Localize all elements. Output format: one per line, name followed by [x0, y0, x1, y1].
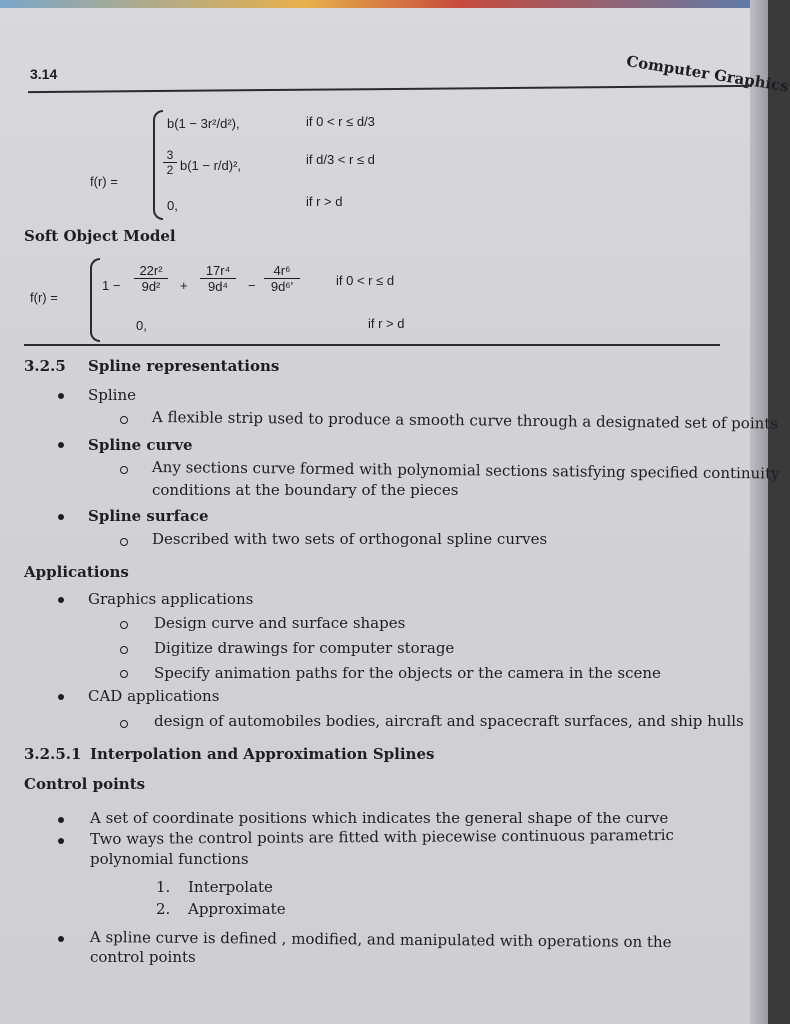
blobby-coef-num: 3: [163, 148, 177, 163]
control-points-bullet2-line1: Two ways the control points are fitted with piecewise continuous parametric: [90, 825, 675, 848]
section-3251-number: 3.2.5.1: [24, 745, 82, 763]
blobby-case1-cond: if 0 < r ≤ d/3: [306, 114, 375, 129]
blobby-brace: [153, 110, 163, 220]
method-number: 1.: [156, 878, 171, 896]
soft-case1-cond: if 0 < r ≤ d: [336, 273, 395, 288]
soft-term3-num: 4r⁶: [264, 263, 300, 279]
sub-bullet: [120, 466, 128, 474]
control-points-bullet3-line2: control points: [90, 948, 196, 966]
cad-applications-label: CAD applications: [88, 687, 220, 705]
spline-surface-label: Spline surface: [88, 507, 209, 525]
bullet: [58, 817, 64, 823]
bullet: [58, 597, 64, 603]
control-points-bullet3-line1: A spline curve is defined , modified, and manipulated with operations on the: [89, 928, 672, 952]
header-rule: [28, 85, 752, 93]
graphics-app-item: Specify animation paths for the objects or the camera in the scene: [154, 664, 661, 682]
method-interpolate: Interpolate: [188, 878, 273, 896]
sub-bullet: [120, 720, 128, 728]
blobby-case1-expr: b(1 − 3r²/d²),: [167, 116, 240, 131]
section-number: 3.14: [30, 66, 58, 82]
sub-bullet: [120, 646, 128, 654]
bullet: [58, 936, 64, 942]
blobby-coef-fraction: [163, 148, 177, 177]
spline-definition: A flexible strip used to produce a smooth curve through a designated set of points: [151, 408, 779, 433]
soft-term1-den: 9d²: [141, 279, 161, 294]
spline-curve-definition-line1: Any sections curve formed with polynomial sections satisfying specified continuity: [151, 458, 780, 483]
soft-plus: +: [180, 278, 188, 293]
graphics-applications-label: Graphics applications: [88, 590, 254, 608]
bullet: [58, 393, 64, 399]
sub-bullet: [120, 621, 128, 629]
bullet: [58, 514, 64, 520]
soft-case2-expr: 0,: [136, 318, 147, 333]
soft-term3-den: 9d⁶': [270, 279, 294, 294]
blobby-coef-den: 2: [166, 163, 174, 177]
blobby-lhs: f(r) =: [90, 174, 118, 189]
book-cover-edge: [0, 0, 768, 8]
soft-term1: [134, 263, 168, 294]
control-points-bullet2-line2: polynomial functions: [90, 850, 249, 868]
soft-term2: [200, 263, 236, 294]
method-number: 2.: [156, 900, 171, 918]
spline-curve-definition-line2: conditions at the boundary of the pieces: [152, 481, 459, 499]
bullet: [58, 694, 64, 700]
soft-brace: [90, 258, 100, 342]
cad-app-item: design of automobiles bodies, aircraft and spacecraft surfaces, and ship hulls: [154, 712, 744, 730]
sub-bullet: [120, 416, 128, 424]
spline-label: Spline: [88, 386, 137, 404]
soft-term2-den: 9d⁴: [207, 279, 229, 294]
soft-term1-num: 22r²: [134, 263, 168, 279]
section-3251-title: Interpolation and Approximation Splines: [90, 745, 435, 763]
sub-bullet: [120, 670, 128, 678]
bullet: [58, 838, 64, 844]
blobby-case3-cond: if r > d: [306, 194, 343, 209]
spline-surface-definition: Described with two sets of orthogonal spline curves: [152, 530, 548, 548]
section-325-number: 3.2.5: [24, 357, 66, 375]
formula-divider: [24, 344, 720, 346]
blobby-case2-cond: if d/3 < r ≤ d: [306, 152, 375, 167]
graphics-app-item: Digitize drawings for computer storage: [154, 639, 455, 657]
soft-term3: [264, 263, 300, 294]
control-points-heading: Control points: [24, 775, 146, 793]
soft-term2-num: 17r⁴: [200, 263, 236, 279]
book-title: Computer Graphics: [625, 52, 790, 96]
soft-one-minus: 1 −: [102, 278, 121, 293]
blobby-case2-expr: b(1 − r/d)²,: [180, 158, 242, 173]
soft-case2-cond: if r > d: [368, 316, 405, 331]
section-325-title: Spline representations: [88, 357, 280, 375]
sub-bullet: [120, 538, 128, 546]
method-approximate: Approximate: [188, 900, 286, 918]
bullet: [58, 442, 64, 448]
spline-curve-label: Spline curve: [88, 436, 193, 454]
blobby-case3-expr: 0,: [167, 198, 178, 213]
control-points-bullet1: A set of coordinate positions which indicates the general shape of the curve: [90, 809, 669, 827]
soft-object-heading: Soft Object Model: [24, 227, 176, 245]
applications-heading: Applications: [24, 563, 129, 581]
graphics-app-item: Design curve and surface shapes: [154, 614, 406, 632]
page-edge-shadow: [750, 0, 768, 1024]
soft-lhs: f(r) =: [30, 290, 58, 305]
soft-minus: −: [248, 278, 256, 293]
